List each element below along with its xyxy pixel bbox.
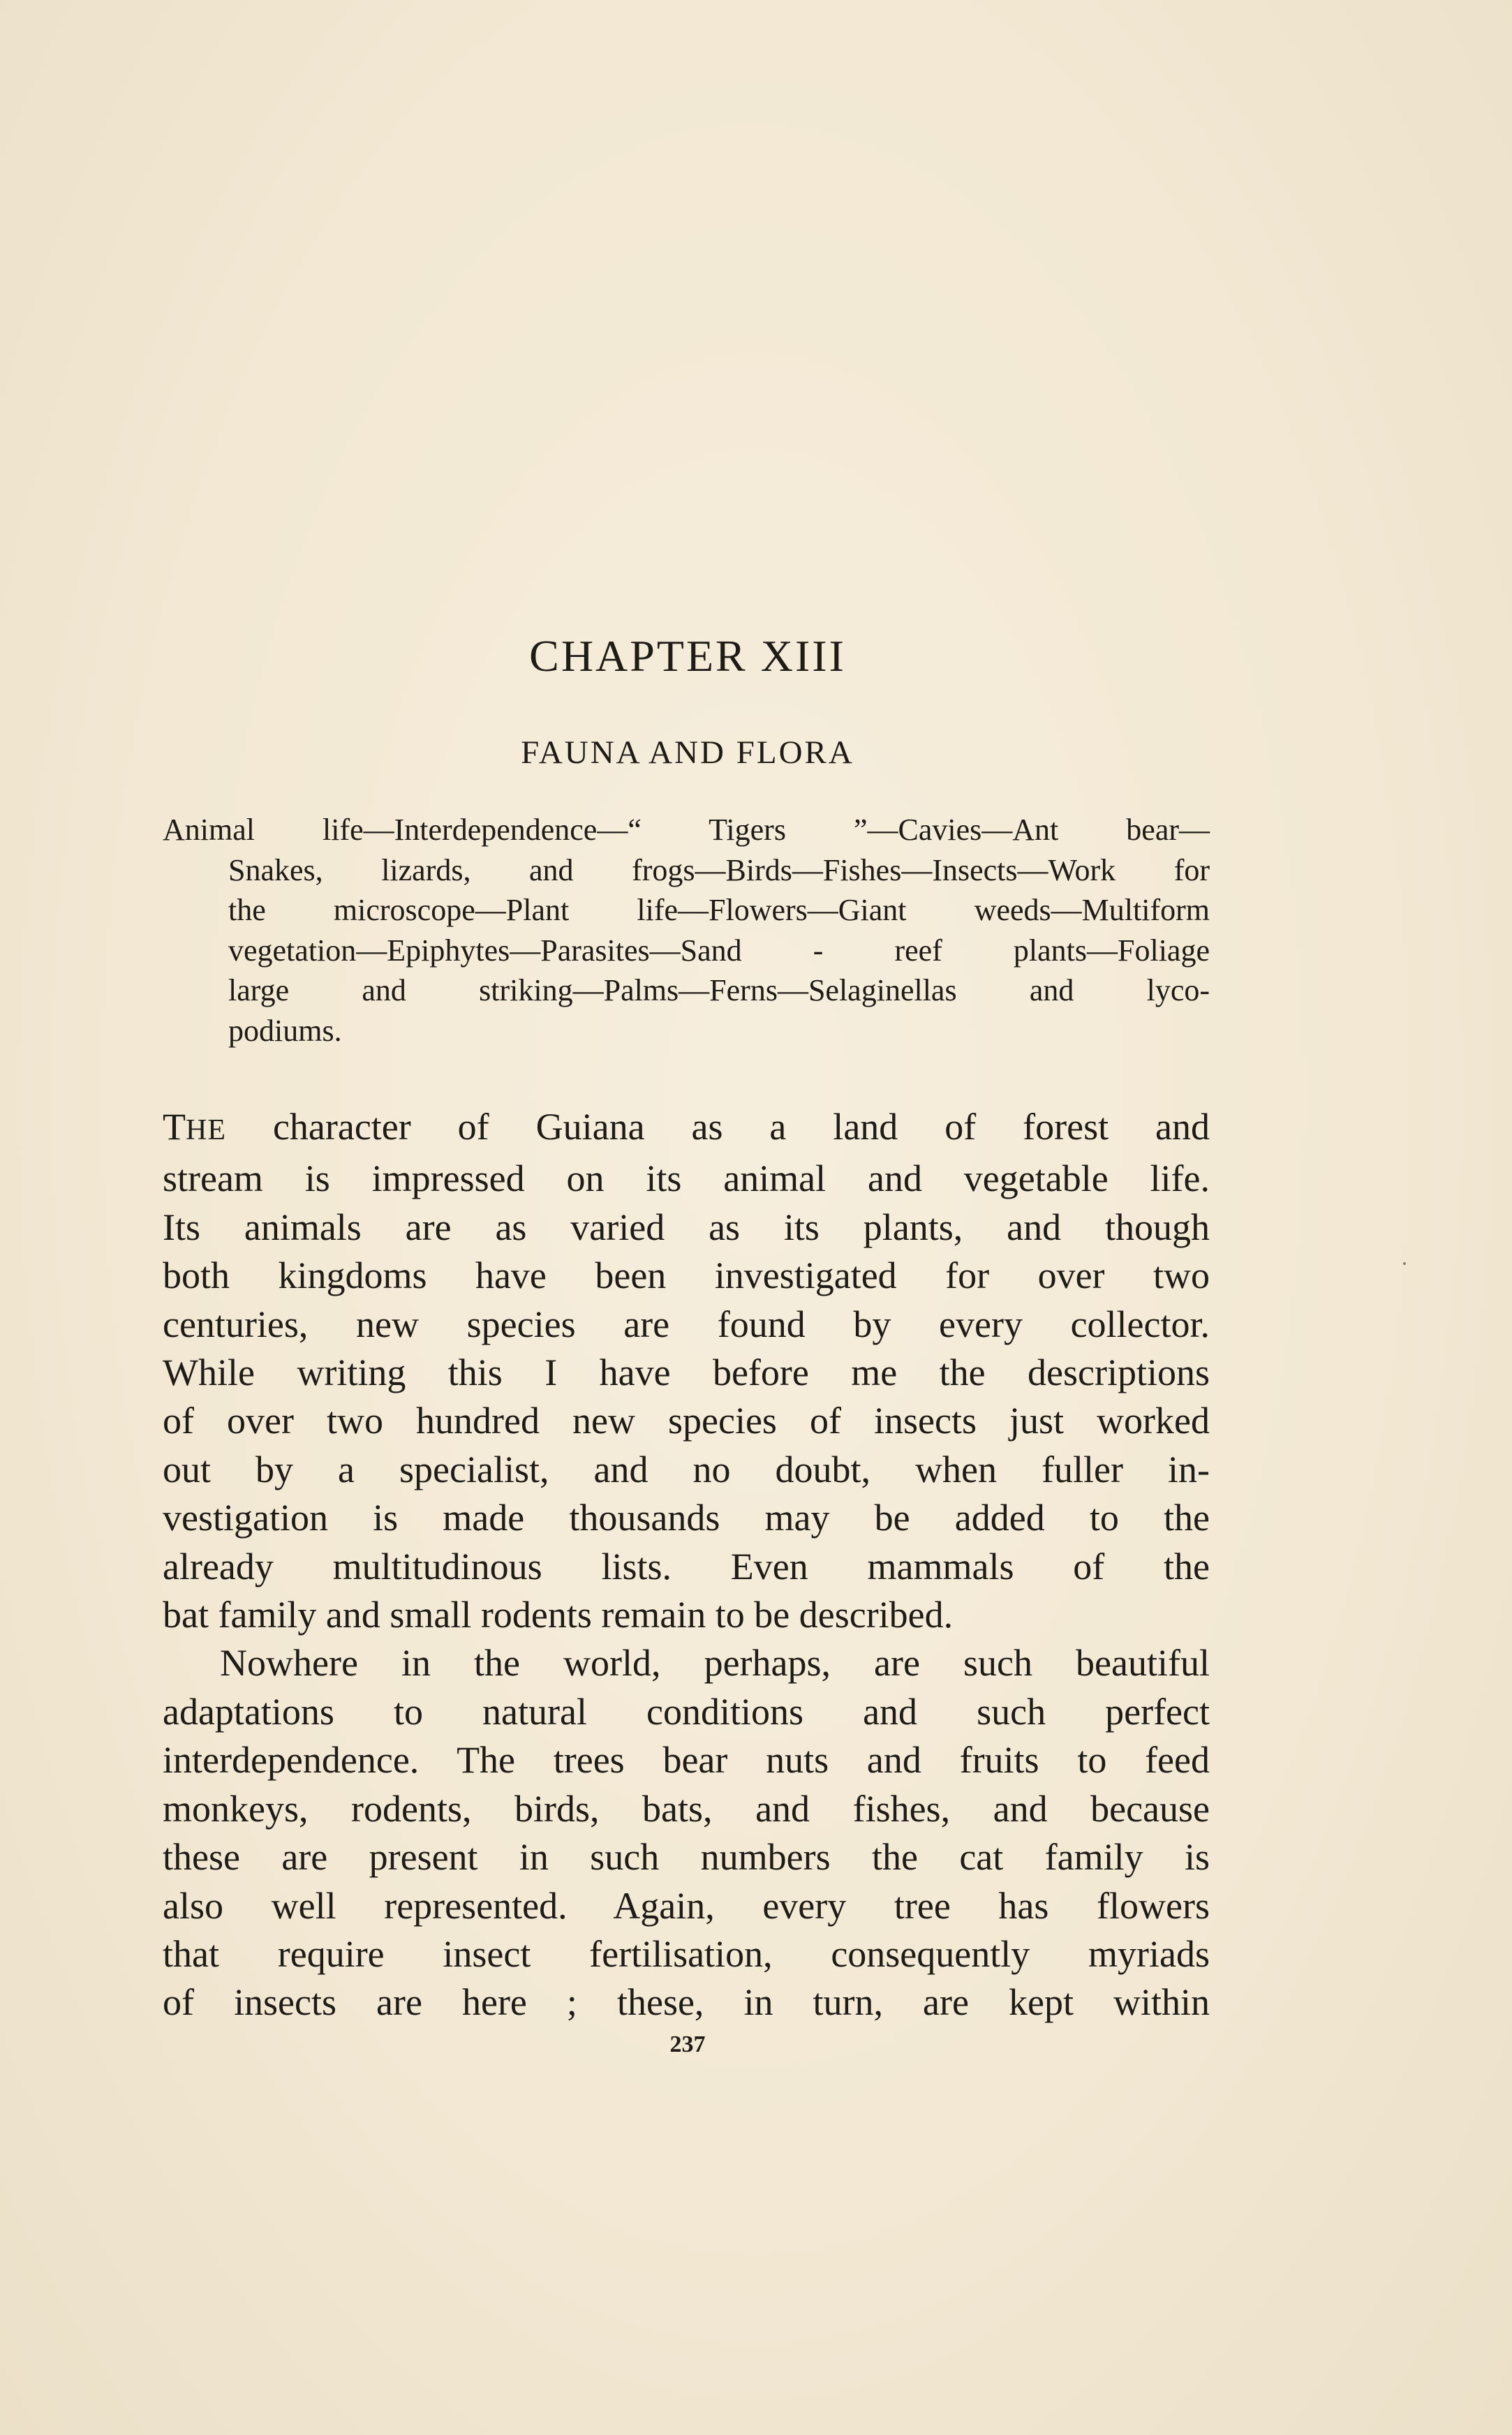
synopsis-line: vegetation—Epiphytes—Parasites—Sand - reef plants—Foliage (228, 933, 1210, 968)
body-line: centuries, new species are found by every collector. (163, 1303, 1210, 1345)
body-line: also well represented. Again, every tree has flowers (163, 1884, 1210, 1927)
chapter-title: CHAPTER XIII (529, 631, 846, 681)
smallcaps-word: HE (186, 1114, 226, 1146)
synopsis-line: Snakes, lizards, and frogs—Birds—Fishes—Insects—Work for (228, 852, 1210, 887)
dropcap-letter: T (163, 1106, 186, 1148)
body-line: monkeys, rodents, birds, bats, and fishes, and because (163, 1787, 1210, 1830)
body-line: that require insect fertilisation, consequently myriads (163, 1932, 1210, 1975)
chapter-subtitle: FAUNA AND FLORA (521, 734, 854, 771)
body-line: Its animals are as varied as its plants, and though (163, 1206, 1210, 1248)
paper-speck (1403, 1262, 1406, 1265)
body-line: adaptations to natural conditions and such perfect (163, 1690, 1210, 1733)
body-line: bat family and small rodents remain to be described. (163, 1594, 954, 1636)
body-line: vestigation is made thousands may be added to the (163, 1497, 1210, 1539)
body-line-first (163, 1103, 1210, 1155)
synopsis-line: large and striking—Palms—Ferns—Selaginellas and lyco- (228, 973, 1210, 1007)
body-line: out by a specialist, and no doubt, when fuller in- (163, 1448, 1210, 1490)
body-text (163, 1103, 1210, 2027)
body-line: already multitudinous lists. Even mammals of the (163, 1545, 1210, 1587)
body-line: of over two hundred new species of insects just worked (163, 1400, 1210, 1442)
synopsis-line: podiums. (228, 1013, 342, 1048)
body-line: stream is impressed on its animal and vegetable life. (163, 1157, 1210, 1200)
page-number: 237 (669, 2031, 706, 2057)
body-line: of insects are here ; these, in turn, are kept within (163, 1981, 1210, 2024)
synopsis-line: the microscope—Plant life—Flowers—Giant weeds—Multiform (228, 893, 1210, 927)
body-line (163, 1639, 1210, 1687)
body-line: interdependence. The trees bear nuts and fruits to feed (163, 1739, 1210, 1782)
body-line: While writing this I have before me the descriptions (163, 1352, 1210, 1394)
body-line: these are present in such numbers the cat family is (163, 1836, 1210, 1879)
synopsis-line: Animal life—Interdependence—“ Tigers ”—Cavies—Ant bear— (163, 813, 1210, 847)
chapter-synopsis (163, 810, 1210, 1051)
body-line-first-text: character of Guiana as a land of forest and (226, 1106, 1210, 1148)
para2-first-text: Nowhere in the world, perhaps, are such beautiful (220, 1642, 1210, 1685)
body-line: both kingdoms have been investigated for over two (163, 1254, 1210, 1297)
